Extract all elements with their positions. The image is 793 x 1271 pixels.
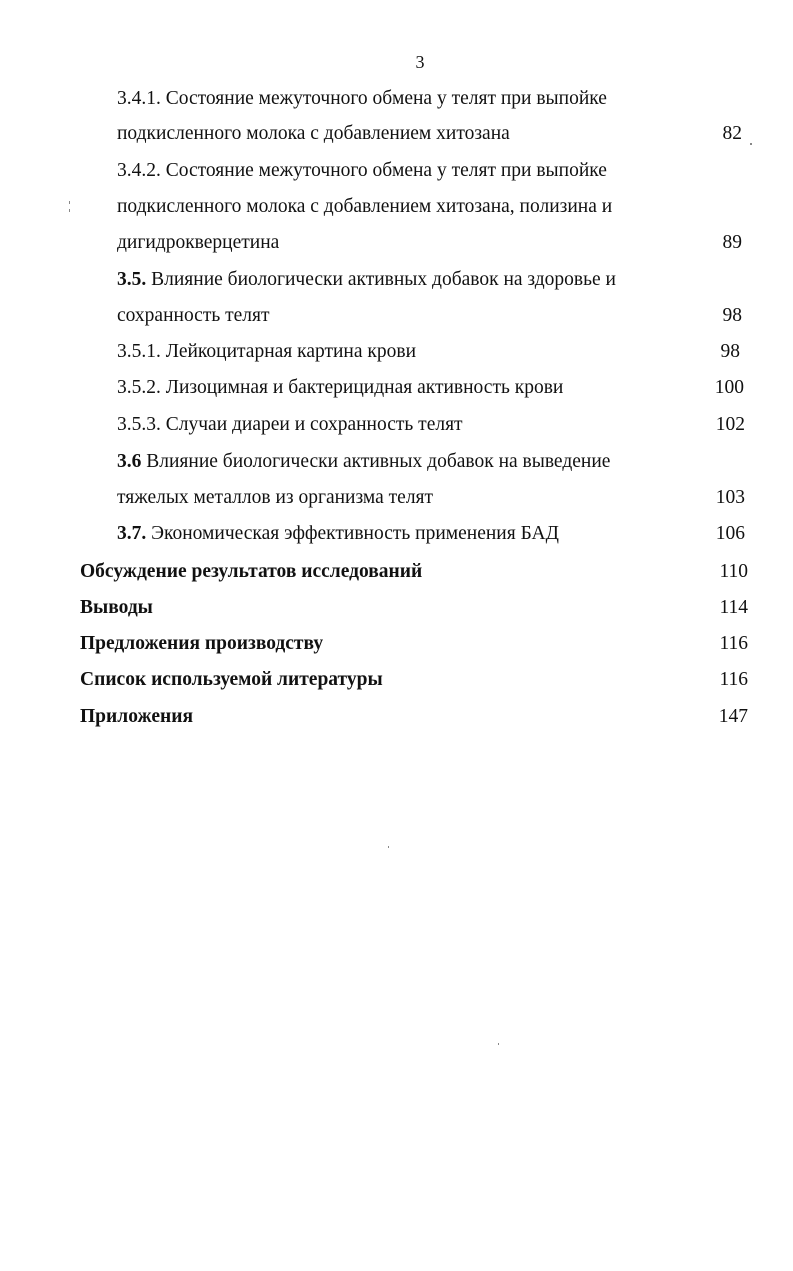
toc-entry-3-5-1-line-1: 3.5.1. Лейкоцитарная картина крови <box>117 341 417 362</box>
toc-entry-discussion-page: 110 <box>719 561 748 582</box>
toc-entry-3-5-2-line-1: 3.5.2. Лизоцимная и бактерицидная активность крови <box>117 377 564 398</box>
toc-entry-references-page: 116 <box>719 669 748 690</box>
toc-entry-3-6-line-2: тяжелых металлов из организма телят <box>117 487 434 508</box>
toc-entry-conclusions: Выводы <box>80 597 153 618</box>
toc-entry-3-6-prefix: 3.6 <box>117 451 142 472</box>
scan-speck <box>498 1043 499 1045</box>
toc-entry-3-4-1-line-1: 3.4.1. Состояние межуточного обмена у телят при выпойке <box>117 88 607 109</box>
scan-speck <box>750 143 752 145</box>
toc-entry-3-6-title: Влияние биологически активных добавок на выведение <box>141 451 611 472</box>
toc-entry-3-6-page: 103 <box>715 487 745 508</box>
toc-entry-3-4-1-line-2: подкисленного молока с добавлением хитозана <box>117 123 510 144</box>
scan-speck <box>388 846 389 848</box>
toc-entry-3-5-prefix: 3.5. <box>117 269 147 290</box>
toc-entry-conclusions-page: 114 <box>719 597 748 618</box>
toc-entry-3-7-page: 106 <box>715 523 745 544</box>
page-number: 3 <box>415 52 425 72</box>
toc-entry-3-4-2-line-2: подкисленного молока с добавлением хитозана, полизина и <box>117 196 613 217</box>
toc-entry-3-5-3-line-1: 3.5.3. Случаи диареи и сохранность телят <box>117 414 463 435</box>
toc-entry-3-4-1-page: 82 <box>722 123 742 144</box>
toc-entry-3-6-line-1 <box>117 450 610 474</box>
toc-entry-3-7-title: Экономическая эффективность применения БАД <box>146 523 559 544</box>
toc-entry-proposals: Предложения производству <box>80 633 324 654</box>
toc-entry-3-5-page: 98 <box>722 305 742 326</box>
toc-entry-3-7-prefix: 3.7. <box>117 523 147 544</box>
toc-entry-discussion: Обсуждение результатов исследований <box>80 561 423 582</box>
scan-speck <box>69 201 70 204</box>
toc-entry-proposals-page: 116 <box>719 633 748 654</box>
toc-entry-3-5-1-page: 98 <box>720 341 740 362</box>
toc-entry-3-5-line-2: сохранность телят <box>117 305 270 326</box>
toc-entry-3-4-2-line-1: 3.4.2. Состояние межуточного обмена у телят при выпойке <box>117 160 607 181</box>
toc-entry-3-5-3-page: 102 <box>715 414 745 435</box>
toc-entry-3-4-2-page: 89 <box>722 232 742 253</box>
toc-entry-3-5-2-page: 100 <box>714 377 744 398</box>
toc-entry-appendices: Приложения <box>80 706 194 727</box>
toc-entry-references: Список используемой литературы <box>80 669 383 690</box>
scan-speck <box>69 209 70 212</box>
toc-entry-appendices-page: 147 <box>718 706 748 727</box>
toc-entry-3-4-2-line-3: дигидрокверцетина <box>117 232 280 253</box>
toc-entry-3-7-line-1 <box>117 522 559 546</box>
toc-entry-3-5-title: Влияние биологически активных добавок на здоровье и <box>146 269 616 290</box>
toc-entry-3-5-line-1 <box>117 268 616 292</box>
